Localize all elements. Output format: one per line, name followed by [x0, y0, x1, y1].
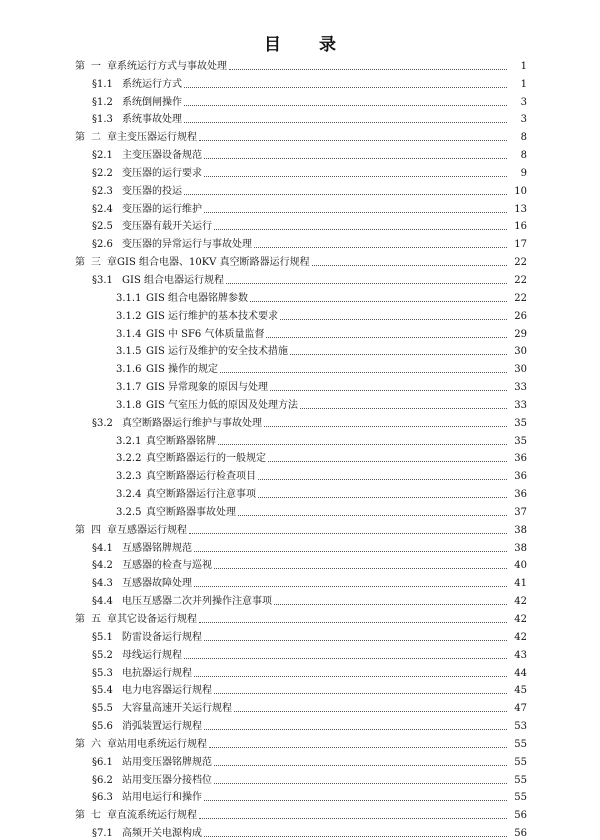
toc-entry[interactable] — [0, 769, 600, 787]
toc-leader-dots — [214, 782, 507, 784]
toc-leader-dots — [209, 746, 507, 748]
toc-leader-dots — [184, 86, 507, 88]
toc-entry-page: 37 — [514, 506, 527, 518]
toc-entry-page: 22 — [514, 257, 527, 269]
toc-entry[interactable] — [0, 519, 600, 537]
toc-leader-dots — [184, 193, 507, 195]
toc-entry[interactable] — [0, 180, 600, 198]
toc-entry-page: 47 — [514, 703, 527, 715]
toc-leader-dots — [194, 675, 507, 677]
toc-entry-title: 互感器的检查与巡视 — [122, 560, 212, 572]
toc-entry-page: 33 — [514, 382, 527, 394]
toc-entry-number: §2.4 — [92, 203, 113, 215]
toc-entry-page: 22 — [514, 274, 527, 286]
toc-entry-number: 3.2.3 — [116, 471, 142, 483]
toc-leader-dots — [184, 121, 507, 123]
toc-entry-title: 站用电系统运行规程 — [117, 738, 207, 750]
toc-leader-dots — [194, 585, 507, 587]
toc-entry-title: GIS 运行维护的基本技术要求 — [146, 310, 278, 322]
toc-entry-number: 第一章 — [75, 60, 123, 72]
toc-entry[interactable] — [0, 109, 600, 127]
toc-entry-number: 第六章 — [75, 738, 123, 750]
toc-entry-number: 第四章 — [75, 524, 123, 536]
toc-entry-page: 44 — [514, 667, 527, 679]
toc-leader-dots — [214, 692, 507, 694]
toc-entry[interactable] — [0, 430, 600, 448]
toc-leader-dots — [234, 710, 507, 712]
toc-leader-dots — [258, 478, 507, 480]
toc-entry[interactable] — [0, 804, 600, 822]
toc-entry-number: §4.3 — [92, 578, 113, 590]
toc-entry-number: §4.1 — [92, 542, 113, 554]
toc-leader-dots — [204, 835, 507, 837]
toc-entry-page: 26 — [514, 310, 527, 322]
toc-entry[interactable] — [0, 537, 600, 555]
toc-entry[interactable] — [0, 412, 600, 430]
toc-entry-number: §7.1 — [92, 828, 113, 840]
toc-entry[interactable] — [0, 662, 600, 680]
toc-entry[interactable] — [0, 55, 600, 73]
toc-entry-number: §5.3 — [92, 667, 113, 679]
toc-leader-dots — [238, 514, 507, 516]
toc-entry[interactable] — [0, 822, 600, 840]
toc-entry-number: 第二章 — [75, 132, 123, 144]
toc-leader-dots — [204, 211, 507, 213]
toc-leader-dots — [204, 175, 507, 177]
toc-entry-number: 第七章 — [75, 810, 123, 822]
toc-entry[interactable] — [0, 287, 600, 305]
toc-entry-number: 3.2.2 — [116, 453, 142, 465]
toc-leader-dots — [268, 460, 507, 462]
toc-leader-dots — [290, 353, 507, 355]
toc-entry[interactable] — [0, 358, 600, 376]
toc-entry-number: §6.2 — [92, 774, 113, 786]
toc-leader-dots — [214, 567, 507, 569]
toc-entry-title: 系统运行方式与事故处理 — [117, 60, 227, 72]
toc-entry-page: 10 — [514, 185, 527, 197]
toc-entry-title: 变压器的异常运行与事故处理 — [122, 239, 252, 251]
toc-entry-number: §2.6 — [92, 239, 113, 251]
toc-entry[interactable] — [0, 73, 600, 91]
toc-entry-number: §4.2 — [92, 560, 113, 572]
toc-entry-title: 母线运行规程 — [122, 649, 182, 661]
toc-entry-number: §5.6 — [92, 721, 113, 733]
toc-entry-page: 3 — [520, 114, 527, 126]
toc-entry-number: §5.5 — [92, 703, 113, 715]
toc-entry[interactable] — [0, 144, 600, 162]
toc-entry-page: 55 — [514, 738, 527, 750]
toc-entry-number: §1.2 — [92, 96, 113, 108]
toc-entry-number: §5.1 — [92, 631, 113, 643]
toc-leader-dots — [250, 300, 507, 302]
toc-entry[interactable] — [0, 162, 600, 180]
toc-entry-title: 真空断路器运行注意事项 — [146, 489, 256, 501]
toc-entry-title: 真空断路器铭牌 — [146, 435, 216, 447]
toc-entry-title: GIS 组合电器铭牌参数 — [146, 292, 248, 304]
toc-entry-title: 主变压器运行规程 — [117, 132, 197, 144]
toc-entry-title: 其它设备运行规程 — [117, 614, 197, 625]
toc-leader-dots — [204, 157, 507, 159]
toc-entry[interactable] — [0, 251, 600, 269]
toc-entry-title: 电抗器运行规程 — [122, 667, 192, 679]
toc-entry-page: 35 — [514, 435, 527, 447]
toc-entry-number: 第五章 — [75, 614, 123, 625]
toc-entry-number: §2.3 — [92, 185, 113, 197]
toc-entry-number: 3.1.2 — [116, 310, 142, 322]
toc-leader-dots — [218, 443, 507, 445]
toc-entry-page: 42 — [514, 614, 527, 625]
toc-entry[interactable] — [0, 269, 600, 287]
toc-entry[interactable] — [0, 608, 600, 626]
toc-entry[interactable] — [0, 644, 600, 662]
toc-leader-dots — [204, 728, 507, 730]
toc-entry-title: 真空断路器运行维护与事故处理 — [122, 417, 262, 429]
toc-entry-page: 22 — [514, 292, 527, 304]
toc-entry-page: 17 — [514, 239, 527, 251]
toc-entry-title: 站用电运行和操作 — [122, 792, 202, 804]
toc-entry[interactable] — [0, 751, 600, 769]
toc-leader-dots — [280, 318, 507, 320]
toc-entry-title: 变压器的投运 — [122, 185, 182, 197]
title-char-1: 目 — [264, 35, 281, 55]
toc-entry-number: §6.3 — [92, 792, 113, 804]
toc-entry-title: GIS 气室压力低的原因及处理方法 — [146, 399, 298, 411]
toc-entry[interactable] — [0, 680, 600, 698]
toc-entry-page: 13 — [514, 203, 527, 215]
toc-entry-page: 38 — [514, 524, 527, 536]
toc-entry-title: GIS 组合电器、10KV 真空断路器运行规程 — [117, 257, 310, 269]
toc-entry-title: 变压器的运行维护 — [122, 203, 202, 215]
toc-entry-title: 真空断路器事故处理 — [146, 506, 236, 518]
toc-entry[interactable] — [0, 323, 600, 341]
toc-leader-dots — [199, 817, 507, 819]
toc-entry-page: 42 — [514, 596, 527, 608]
toc-entry-number: 3.1.1 — [116, 292, 142, 304]
toc-leader-dots — [214, 228, 507, 230]
toc-entry[interactable] — [0, 91, 600, 109]
toc-entry-page: 3 — [520, 96, 527, 108]
toc-leader-dots — [266, 336, 507, 338]
toc-entry-title: 防雷设备运行规程 — [122, 631, 202, 643]
toc-leader-dots — [270, 389, 507, 391]
toc-entry-title: 电力电容器运行规程 — [122, 685, 212, 697]
toc-entry-title: GIS 中 SF6 气体质量监督 — [146, 328, 265, 340]
toc-entry-number: §2.5 — [92, 221, 113, 233]
toc-entry[interactable] — [0, 394, 600, 412]
toc-entry[interactable] — [0, 216, 600, 234]
toc-entry-page: 45 — [514, 685, 527, 697]
toc-entry-title: 变压器有载开关运行 — [122, 221, 212, 233]
toc-leader-dots — [226, 282, 507, 284]
toc-entry-title: GIS 异常现象的原因与处理 — [146, 382, 268, 394]
toc-entry-title: 大容量高速开关运行规程 — [122, 703, 232, 715]
toc-entry-page: 16 — [514, 221, 527, 233]
toc-entry-title: 高频开关电源构成 — [122, 828, 202, 840]
toc-leader-dots — [194, 550, 507, 552]
toc-entry[interactable] — [0, 341, 600, 359]
toc-entry-page: 36 — [514, 489, 527, 501]
toc-entry[interactable] — [0, 590, 600, 608]
toc-entry-page: 1 — [520, 60, 527, 72]
toc-entry-page: 30 — [514, 346, 527, 358]
toc-entry[interactable] — [0, 697, 600, 715]
title-char-2: 录 — [319, 35, 336, 55]
toc-entry-page: 8 — [520, 150, 527, 162]
toc-entry-title: 站用变压器铭牌规范 — [122, 756, 212, 768]
toc-leader-dots — [264, 425, 507, 427]
toc-leader-dots — [274, 603, 507, 605]
toc-entry-number: §6.1 — [92, 756, 113, 768]
toc-entry-title: 系统事故处理 — [122, 114, 182, 126]
toc-entry[interactable] — [0, 198, 600, 216]
toc-entry[interactable] — [0, 733, 600, 751]
table-of-contents — [0, 55, 600, 840]
toc-entry-title: 真空断路器运行检查项目 — [146, 471, 256, 483]
page-title — [0, 30, 600, 55]
toc-entry-number: 3.1.8 — [116, 399, 142, 411]
toc-entry-page: 35 — [514, 417, 527, 429]
toc-entry-title: 直流系统运行规程 — [117, 810, 197, 822]
toc-entry-number: §5.2 — [92, 649, 113, 661]
toc-leader-dots — [220, 371, 507, 373]
toc-entry[interactable] — [0, 376, 600, 394]
toc-entry-number: 3.2.4 — [116, 489, 142, 501]
toc-leader-dots — [254, 246, 507, 248]
toc-entry-page: 55 — [514, 792, 527, 804]
toc-entry[interactable] — [0, 715, 600, 733]
toc-entry-page: 1 — [520, 78, 527, 90]
toc-leader-dots — [199, 621, 507, 623]
toc-entry-number: §5.4 — [92, 685, 113, 697]
toc-entry-number: §3.1 — [92, 274, 113, 286]
toc-entry[interactable] — [0, 787, 600, 805]
toc-entry-title: 站用变压器分接档位 — [122, 774, 212, 786]
toc-entry-page: 36 — [514, 453, 527, 465]
toc-entry-number: 3.1.6 — [116, 364, 142, 376]
toc-entry-number: 3.1.5 — [116, 346, 142, 358]
toc-entry-number: §2.2 — [92, 167, 113, 179]
toc-entry-number: 3.1.7 — [116, 382, 142, 394]
toc-entry-number: §3.2 — [92, 417, 113, 429]
toc-leader-dots — [204, 799, 507, 801]
toc-entry[interactable] — [0, 572, 600, 590]
toc-leader-dots — [189, 532, 507, 534]
toc-entry[interactable] — [0, 126, 600, 144]
toc-entry-page: 56 — [514, 828, 527, 840]
toc-entry-title: 消弧装置运行规程 — [122, 721, 202, 733]
toc-entry-title: 互感器故障处理 — [122, 578, 192, 590]
toc-entry[interactable] — [0, 465, 600, 483]
toc-entry-title: 互感器铭牌规范 — [122, 542, 192, 554]
toc-entry-page: 56 — [514, 810, 527, 822]
toc-entry-page: 29 — [514, 328, 527, 340]
toc-entry-title: 变压器的运行要求 — [122, 167, 202, 179]
toc-entry-title: 系统倒闸操作 — [122, 96, 182, 108]
toc-entry[interactable] — [0, 483, 600, 501]
toc-entry-title: GIS 组合电器运行规程 — [122, 274, 224, 286]
toc-entry-page: 33 — [514, 399, 527, 411]
toc-entry-number: 3.2.1 — [116, 435, 142, 447]
toc-entry-title: 电压互感器二次并列操作注意事项 — [122, 596, 272, 608]
toc-entry-number: 3.2.5 — [116, 506, 142, 518]
toc-entry[interactable] — [0, 501, 600, 519]
toc-entry-title: 真空断路器运行的一般规定 — [146, 453, 266, 465]
toc-entry-number: 第三章 — [75, 257, 123, 269]
toc-entry-title: 互感器运行规程 — [117, 524, 187, 536]
toc-entry-page: 38 — [514, 542, 527, 554]
toc-leader-dots — [204, 639, 507, 641]
toc-entry-title: 主变压器设备规范 — [122, 150, 202, 162]
toc-entry-page: 40 — [514, 560, 527, 572]
toc-entry-number: §1.1 — [92, 78, 113, 90]
toc-leader-dots — [300, 407, 507, 409]
toc-entry-page: 8 — [520, 132, 527, 144]
toc-entry-title: GIS 运行及维护的安全技术措施 — [146, 346, 288, 358]
toc-entry[interactable] — [0, 555, 600, 573]
toc-entry-title: 系统运行方式 — [122, 78, 182, 90]
toc-entry-page: 36 — [514, 471, 527, 483]
toc-leader-dots — [214, 764, 507, 766]
toc-entry-number: §1.3 — [92, 114, 113, 126]
toc-entry-page: 9 — [520, 167, 527, 179]
toc-entry[interactable] — [0, 626, 600, 644]
toc-entry-number: §2.1 — [92, 150, 113, 162]
toc-entry-title: GIS 操作的规定 — [146, 364, 218, 376]
toc-entry-page: 53 — [514, 721, 527, 733]
toc-leader-dots — [258, 496, 507, 498]
toc-entry-number: §4.4 — [92, 596, 113, 608]
toc-entry-page: 55 — [514, 774, 527, 786]
toc-leader-dots — [184, 657, 507, 659]
toc-entry[interactable] — [0, 233, 600, 251]
toc-leader-dots — [199, 139, 507, 141]
toc-leader-dots — [229, 68, 507, 70]
toc-entry-page: 55 — [514, 756, 527, 768]
toc-entry-page: 30 — [514, 364, 527, 376]
toc-entry-page: 43 — [514, 649, 527, 661]
toc-leader-dots — [184, 104, 507, 106]
toc-leader-dots — [312, 264, 507, 266]
toc-entry[interactable] — [0, 305, 600, 323]
toc-entry-page: 41 — [514, 578, 527, 590]
toc-entry-page: 42 — [514, 631, 527, 643]
toc-entry-number: 3.1.4 — [116, 328, 142, 340]
toc-entry[interactable] — [0, 448, 600, 466]
